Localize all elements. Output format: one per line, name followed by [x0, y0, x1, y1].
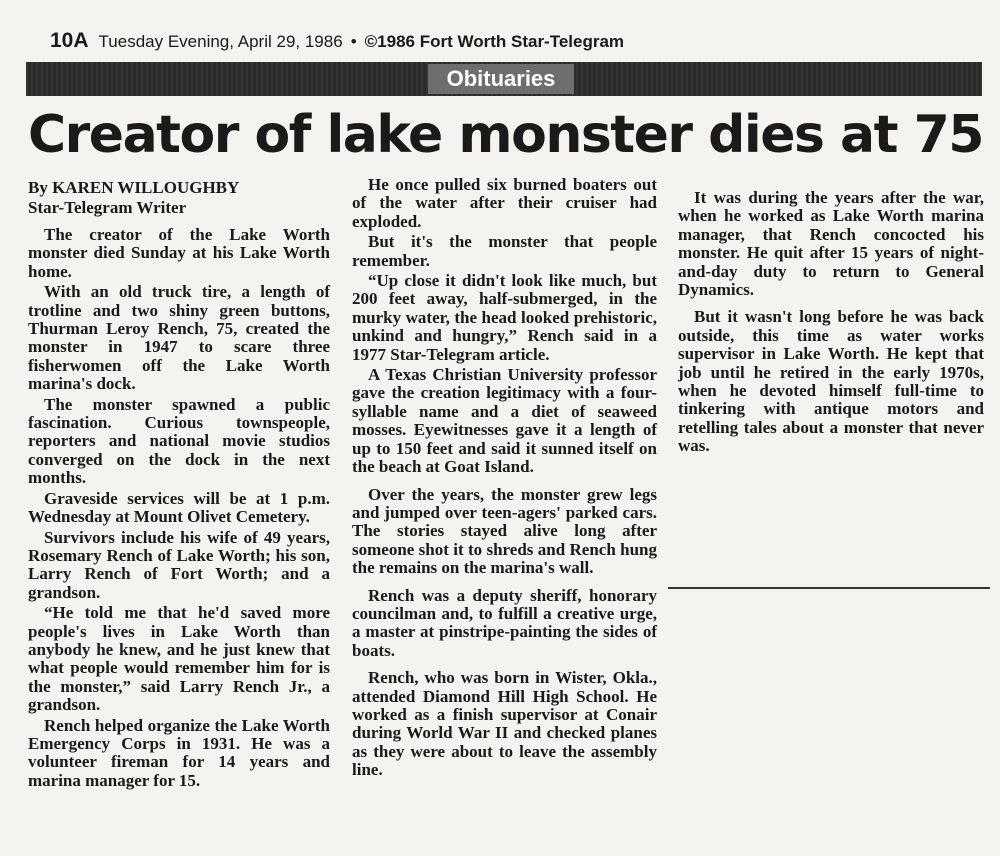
article-paragraph: With an old truck tire, a length of trotline and two shiny green buttons, Thurman Leroy Rench, 75, created the monster in 1947 to scare three fisherwomen off the Lake Worth marina's dock. — [28, 282, 330, 394]
article-paragraph: Rench, who was born in Wister, Okla., attended Diamond Hill High School. He worked as a finish supervisor at Conair during World War II and checked planes as they were about to leave the assembly line. — [352, 668, 657, 780]
copyright-line: ©1986 Fort Worth Star-Telegram — [364, 32, 625, 51]
article-paragraph: He once pulled six burned boaters out of the water after their cruiser had exploded. — [352, 175, 657, 231]
article-paragraph: But it's the monster that people remember. — [352, 232, 657, 270]
article-paragraph: It was during the years after the war, when he worked as Lake Worth marina manager, that Rench concocted his monster. He quit after 15 years of night-and-day duty to return to General Dynamics. — [678, 188, 984, 300]
article-paragraph: “Up close it didn't look like much, but 200 feet away, half-submerged, in the murky water, the head looked prehistoric, unkind and hungry,” Rench said in a 1977 Star-Telegram article. — [352, 271, 657, 364]
folio-bullet: • — [350, 32, 357, 51]
article-paragraph: Rench helped organize the Lake Worth Emergency Corps in 1931. He was a volunteer fireman for 14 years and marina manager for 15. — [28, 715, 330, 790]
article-paragraph: A Texas Christian University professor gave the creation legitimacy with a four-syllable name and a diet of seaweed mosses. Eyewitnesses gave it a length of up to 150 feet and said it sunned itself on the beach at Goat Island. — [352, 365, 657, 477]
publication-date: Tuesday Evening, April 29, 1986 — [98, 32, 343, 51]
article-column-2 — [352, 176, 657, 782]
article-column-3 — [678, 180, 984, 458]
article-paragraph: Over the years, the monster grew legs and jumped over teen-agers' parked cars. The stories stayed alive long after someone shot it to shreds and Rench hung the remains on the marina's wall. — [352, 484, 657, 578]
article-paragraph: Graveside services will be at 1 p.m. Wednesday at Mount Olivet Cemetery. — [28, 488, 330, 527]
article-paragraph: Rench was a deputy sheriff, honorary councilman and, to fulfill a creative urge, a master at pinstripe-painting the sides of boats. — [352, 585, 657, 660]
article-column-1 — [28, 178, 330, 792]
end-rule — [668, 587, 990, 589]
byline — [28, 178, 330, 218]
article-paragraph: The creator of the Lake Worth monster died Sunday at his Lake Worth home. — [28, 225, 330, 281]
headline: Creator of lake monster dies at 75 — [28, 105, 983, 165]
article-paragraph: But it wasn't long before he was back outside, this time as water works supervisor in Lake Worth. He kept that job until he retired in the early 1970s, when he devoted himself full-time to tinkering with antique motors and retelling tales about a monster that never was. — [678, 307, 984, 456]
section-label: Obituaries — [428, 64, 574, 94]
byline-role: Star-Telegram Writer — [28, 198, 187, 217]
article-paragraph: “He told me that he'd saved more people's lives in Lake Worth than anybody he knew, and he just knew that what people would remember him for is the monster,” said Larry Rench Jr., a grandson. — [28, 603, 330, 715]
article-paragraph: Survivors include his wife of 49 years, Rosemary Rench of Lake Worth; his son, Larry Rench of Fort Worth; and a grandson. — [28, 527, 330, 602]
page-number: 10A — [50, 29, 89, 52]
article-paragraph: The monster spawned a public fascination. Curious townspeople, reporters and national movie studios converged on the dock in the next months. — [28, 394, 330, 488]
page-folio — [50, 24, 950, 58]
byline-author: By KAREN WILLOUGHBY — [28, 178, 240, 197]
